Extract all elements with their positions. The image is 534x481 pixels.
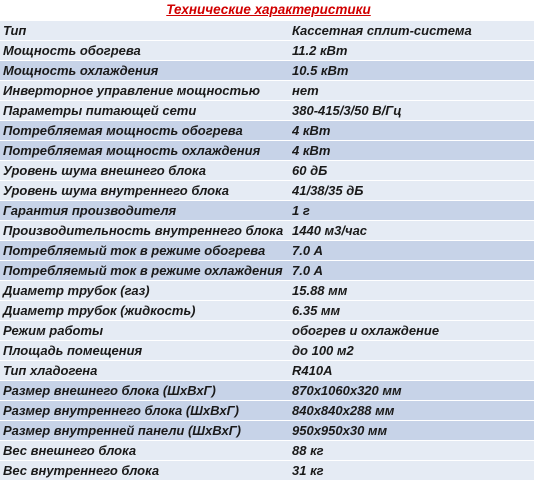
- spec-value: 380-415/3/50 В/Гц: [292, 101, 534, 121]
- spec-value: 6.35 мм: [292, 301, 534, 321]
- spec-label: Вес внешнего блока: [0, 441, 292, 461]
- spec-value: R410A: [292, 361, 534, 381]
- table-row: [0, 201, 534, 221]
- table-row: [0, 321, 534, 341]
- table-row: [0, 61, 534, 81]
- spec-value: 15.88 мм: [292, 281, 534, 301]
- table-row: [0, 421, 534, 441]
- spec-label: Уровень шума внутреннего блока: [0, 181, 292, 201]
- spec-label: Мощность обогрева: [0, 41, 292, 61]
- table-row: [0, 41, 534, 61]
- table-row: [0, 401, 534, 421]
- spec-value: 4 кВт: [292, 141, 534, 161]
- spec-label: Мощность охлаждения: [0, 61, 292, 81]
- spec-value: 31 кг: [292, 461, 534, 481]
- spec-label: Вес внутреннего блока: [0, 461, 292, 481]
- spec-value: 60 дБ: [292, 161, 534, 181]
- spec-label: Параметры питающей сети: [0, 101, 292, 121]
- spec-label: Площадь помещения: [0, 341, 292, 361]
- spec-label: Размер внутреннего блока (ШхВхГ): [0, 401, 292, 421]
- spec-value: 1 г: [292, 201, 534, 221]
- spec-label: Размер внутренней панели (ШхВхГ): [0, 421, 292, 441]
- table-row: [0, 461, 534, 481]
- table-row: [0, 161, 534, 181]
- spec-value: 1440 м3/час: [292, 221, 534, 241]
- table-row: [0, 101, 534, 121]
- table-row: [0, 381, 534, 401]
- spec-value: 870x1060x320 мм: [292, 381, 534, 401]
- table-row: [0, 141, 534, 161]
- spec-label: Уровень шума внешнего блока: [0, 161, 292, 181]
- table-title-cell: [0, 0, 534, 21]
- table-row: [0, 261, 534, 281]
- spec-label: Потребляемый ток в режиме охлаждения: [0, 261, 292, 281]
- spec-value: 7.0 А: [292, 241, 534, 261]
- spec-label: Потребляемая мощность обогрева: [0, 121, 292, 141]
- spec-label: Размер внешнего блока (ШхВхГ): [0, 381, 292, 401]
- spec-label: Диаметр трубок (жидкость): [0, 301, 292, 321]
- table-row: [0, 221, 534, 241]
- table-row: [0, 241, 534, 261]
- table-row: [0, 21, 534, 41]
- spec-value: 840x840x288 мм: [292, 401, 534, 421]
- table-row: [0, 181, 534, 201]
- table-title-row: [0, 0, 534, 21]
- spec-value: 88 кг: [292, 441, 534, 461]
- spec-value: до 100 м2: [292, 341, 534, 361]
- spec-label: Режим работы: [0, 321, 292, 341]
- spec-value: обогрев и охлаждение: [292, 321, 534, 341]
- spec-label: Тип хладогена: [0, 361, 292, 381]
- table-row: [0, 441, 534, 461]
- table-title: Технические характеристики: [166, 2, 371, 17]
- table-row: [0, 121, 534, 141]
- spec-label: Потребляемая мощность охлаждения: [0, 141, 292, 161]
- spec-label: Потребляемый ток в режиме обогрева: [0, 241, 292, 261]
- spec-value: нет: [292, 81, 534, 101]
- spec-value: 7.0 А: [292, 261, 534, 281]
- spec-value: Кассетная сплит-система: [292, 21, 534, 41]
- spec-label: Инверторное управление мощностью: [0, 81, 292, 101]
- table-row: [0, 301, 534, 321]
- table-row: [0, 81, 534, 101]
- spec-value: 10.5 кВт: [292, 61, 534, 81]
- spec-label: Производительность внутреннего блока: [0, 221, 292, 241]
- table-row: [0, 341, 534, 361]
- spec-value: 11.2 кВт: [292, 41, 534, 61]
- table-row: [0, 361, 534, 381]
- spec-value: 4 кВт: [292, 121, 534, 141]
- table-row: [0, 281, 534, 301]
- spec-value: 41/38/35 дБ: [292, 181, 534, 201]
- spec-label: Диаметр трубок (газ): [0, 281, 292, 301]
- spec-value: 950x950x30 мм: [292, 421, 534, 441]
- spec-label: Тип: [0, 21, 292, 41]
- spec-label: Гарантия производителя: [0, 201, 292, 221]
